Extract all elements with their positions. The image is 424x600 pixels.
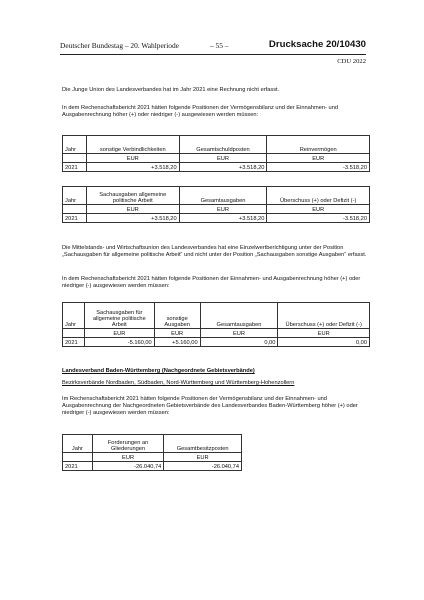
col-header: Forderungen an Gliederungen bbox=[92, 435, 164, 453]
paragraph-3: Die Mittelstands- und Wirtschaftsunion des Landesverbandes hat eine Einzelwertberichtigung unter der Position „Sachausgaben für allgemeine politische Arbeit“ und nicht unter der Position „Sachausgaben sonstige Ausgaben“ erfasst. bbox=[62, 245, 367, 258]
cell-year: 2021 bbox=[63, 214, 87, 223]
cell-value: -5.160,00 bbox=[84, 338, 154, 347]
cell-value: +3.518,20 bbox=[86, 163, 179, 172]
header-document-number: Drucksache 20/10430 bbox=[268, 39, 366, 50]
section-subheading: Bezirksverbände Nordbaden, Südbaden, Nord-Württemberg und Württemberg-Hohenzollern bbox=[62, 380, 295, 386]
col-header-year: Jahr bbox=[63, 435, 93, 453]
cell-value: -26.040,74 bbox=[164, 462, 242, 471]
table-income-statement-1 bbox=[62, 186, 370, 223]
unit-cell: EUR bbox=[278, 329, 370, 338]
table-row bbox=[63, 214, 370, 223]
table-row bbox=[63, 338, 370, 347]
cell-year: 2021 bbox=[63, 338, 85, 347]
cell-year: 2021 bbox=[63, 462, 93, 471]
cell-value: -26.040,74 bbox=[92, 462, 164, 471]
unit-cell: EUR bbox=[200, 329, 278, 338]
section-heading: Landesverband Baden-Württemberg (Nachgeordnete Gebietsverbände) bbox=[62, 368, 255, 374]
paragraph-2: In dem Rechenschaftsbericht 2021 hätten folgende Positionen der Vermögensbilanz und der Einnahmen- und Ausgabenrechnung höher (+) oder niedriger (-) ausgewiesen werden müssen: bbox=[62, 105, 339, 118]
header-left: Deutscher Bundestag – 20. Wahlperiode bbox=[60, 41, 179, 50]
col-header: Überschuss (+) oder Defizit (-) bbox=[267, 187, 370, 205]
cell-value: 0,00 bbox=[278, 338, 370, 347]
col-header: Sachausgaben für allgemeine politische Arbeit bbox=[84, 303, 154, 329]
page-header bbox=[60, 40, 366, 52]
paragraph-1: Die Junge Union des Landesverbandes hat im Jahr 2021 eine Rechnung nicht erfasst. bbox=[62, 87, 280, 93]
cell-value: +3.518,20 bbox=[86, 214, 179, 223]
col-header: Sachausgaben allgemeine politische Arbeit bbox=[86, 187, 179, 205]
paragraph-4: In dem Rechenschaftsbericht 2021 hätten folgende Positionen der Einnahmen- und Ausgabenrechnung höher (+) oder niedriger (-) ausgewiesen werden müssen: bbox=[62, 276, 361, 289]
table-balance-2 bbox=[62, 434, 242, 471]
col-header: Überschuss (+) oder Defizit (-) bbox=[278, 303, 370, 329]
cell-year: 2021 bbox=[63, 163, 87, 172]
col-header: Reinvermögen bbox=[267, 136, 370, 154]
unit-cell: EUR bbox=[267, 205, 370, 214]
col-header-year: Jahr bbox=[63, 187, 87, 205]
unit-cell: EUR bbox=[164, 453, 242, 462]
col-header: sonstige Ausgaben bbox=[154, 303, 200, 329]
paragraph-5: Im Rechenschaftsbericht 2021 hätten folgende Positionen der Vermögensbilanz und der Einnahmen- und Ausgabenrechnung der Nachgeordneten Gebietsverbände des Landesverbandes Baden-Württemberg höher (+) oder niedriger (-) ausgewiesen werden müssen: bbox=[62, 396, 358, 416]
unit-cell: EUR bbox=[267, 154, 370, 163]
table-income-statement-2 bbox=[62, 302, 370, 347]
col-header: Gesamtbesitzposten bbox=[164, 435, 242, 453]
table-row bbox=[63, 163, 370, 172]
unit-cell: EUR bbox=[86, 154, 179, 163]
table-balance-1 bbox=[62, 135, 370, 172]
cell-value: +3.518,20 bbox=[179, 163, 267, 172]
table-row bbox=[63, 462, 242, 471]
unit-cell: EUR bbox=[84, 329, 154, 338]
col-header: Gesamtausgaben bbox=[200, 303, 278, 329]
party-label: CDU 2022 bbox=[337, 58, 366, 65]
header-page-number: – 55 – bbox=[210, 41, 229, 50]
header-rule bbox=[60, 54, 366, 55]
cell-value: -3.518,20 bbox=[267, 214, 370, 223]
col-header-year: Jahr bbox=[63, 303, 85, 329]
unit-cell: EUR bbox=[154, 329, 200, 338]
cell-value: +3.518,20 bbox=[179, 214, 267, 223]
unit-cell: EUR bbox=[179, 154, 267, 163]
cell-value: -3.518,20 bbox=[267, 163, 370, 172]
col-header-year: Jahr bbox=[63, 136, 87, 154]
cell-value: +5.160,00 bbox=[154, 338, 200, 347]
col-header: Gesamtschuldposten bbox=[179, 136, 267, 154]
unit-cell: EUR bbox=[92, 453, 164, 462]
col-header: sonstige Verbindlichkeiten bbox=[86, 136, 179, 154]
unit-cell: EUR bbox=[86, 205, 179, 214]
cell-value: 0,00 bbox=[200, 338, 278, 347]
unit-cell: EUR bbox=[179, 205, 267, 214]
col-header: Gesamtausgaben bbox=[179, 187, 267, 205]
